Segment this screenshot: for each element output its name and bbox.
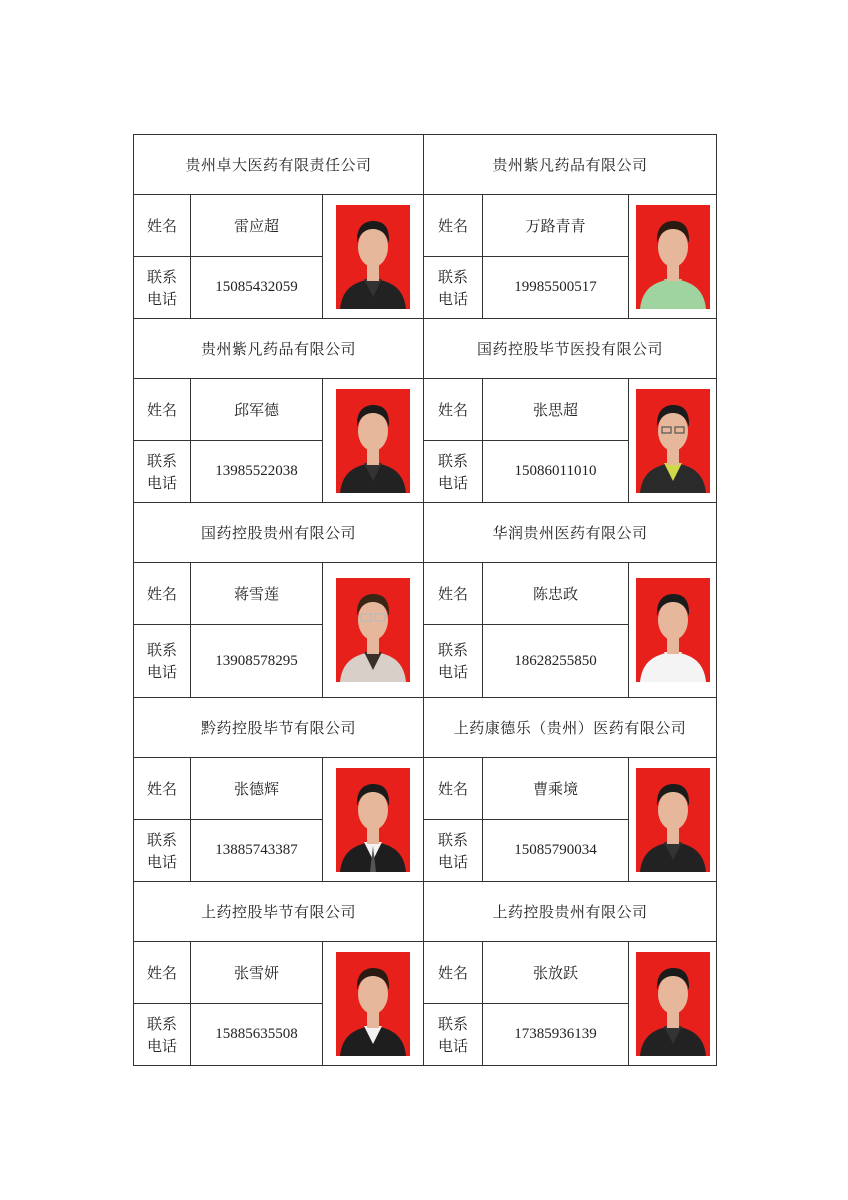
phone-label-line2: 电话 bbox=[146, 289, 177, 308]
photo-cell bbox=[323, 195, 424, 319]
phone-label-line2: 电话 bbox=[438, 852, 469, 871]
name-label: 姓名 bbox=[134, 563, 191, 625]
company-row bbox=[134, 698, 717, 758]
company-row bbox=[134, 882, 717, 942]
phone-label-line1: 联系 bbox=[438, 830, 469, 849]
phone-number: 19985500517 bbox=[483, 257, 629, 319]
person-name: 邱军德 bbox=[191, 379, 323, 441]
name-label: 姓名 bbox=[134, 195, 191, 257]
phone-label bbox=[134, 1004, 191, 1066]
phone-label-line1: 联系 bbox=[438, 451, 469, 470]
phone-label-line1: 联系 bbox=[146, 1014, 177, 1033]
portrait-photo bbox=[636, 952, 710, 1056]
company-name: 华润贵州医药有限公司 bbox=[424, 503, 717, 563]
portrait-photo bbox=[336, 952, 410, 1056]
person-name: 张德辉 bbox=[191, 758, 323, 820]
phone-label-line1: 联系 bbox=[146, 267, 177, 286]
name-row bbox=[134, 563, 717, 625]
company-name: 黔药控股毕节有限公司 bbox=[134, 698, 424, 758]
portrait-photo bbox=[336, 389, 410, 493]
phone-label bbox=[424, 257, 483, 319]
person-name: 张思超 bbox=[483, 379, 629, 441]
name-label: 姓名 bbox=[424, 195, 483, 257]
photo-cell bbox=[323, 942, 424, 1066]
person-name: 蒋雪莲 bbox=[191, 563, 323, 625]
photo-cell bbox=[323, 379, 424, 503]
photo-cell bbox=[629, 758, 717, 882]
phone-label bbox=[424, 625, 483, 698]
portrait-photo bbox=[336, 205, 410, 309]
company-name: 上药康德乐（贵州）医药有限公司 bbox=[424, 698, 717, 758]
phone-number: 18628255850 bbox=[483, 625, 629, 698]
phone-number: 15086011010 bbox=[483, 441, 629, 503]
phone-number: 15085432059 bbox=[191, 257, 323, 319]
phone-label-line1: 联系 bbox=[146, 641, 177, 659]
phone-label bbox=[424, 820, 483, 882]
phone-number: 13885743387 bbox=[191, 820, 323, 882]
portrait-photo bbox=[636, 768, 710, 872]
phone-label-line2: 电话 bbox=[438, 473, 469, 492]
phone-number: 17385936139 bbox=[483, 1004, 629, 1066]
phone-label-line2: 电话 bbox=[438, 663, 469, 681]
phone-label bbox=[134, 820, 191, 882]
name-row bbox=[134, 758, 717, 820]
company-name: 上药控股毕节有限公司 bbox=[134, 882, 424, 942]
name-label: 姓名 bbox=[134, 942, 191, 1004]
phone-label-line2: 电话 bbox=[146, 473, 177, 492]
name-label: 姓名 bbox=[424, 758, 483, 820]
person-name: 陈忠政 bbox=[483, 563, 629, 625]
name-label: 姓名 bbox=[424, 563, 483, 625]
phone-label-line2: 电话 bbox=[146, 663, 177, 681]
phone-label bbox=[134, 257, 191, 319]
person-name: 雷应超 bbox=[191, 195, 323, 257]
company-name: 国药控股贵州有限公司 bbox=[134, 503, 424, 563]
photo-cell bbox=[629, 942, 717, 1066]
photo-cell bbox=[629, 563, 717, 698]
name-label: 姓名 bbox=[424, 942, 483, 1004]
person-name: 曹乘境 bbox=[483, 758, 629, 820]
company-row bbox=[134, 503, 717, 563]
portrait-photo bbox=[636, 578, 710, 682]
phone-label-line2: 电话 bbox=[146, 1036, 177, 1055]
name-row bbox=[134, 379, 717, 441]
company-name: 国药控股毕节医投有限公司 bbox=[424, 319, 717, 379]
phone-label-line1: 联系 bbox=[146, 830, 177, 849]
phone-label-line1: 联系 bbox=[438, 267, 469, 286]
phone-label-line1: 联系 bbox=[146, 451, 177, 470]
name-label: 姓名 bbox=[424, 379, 483, 441]
phone-label bbox=[424, 441, 483, 503]
name-label: 姓名 bbox=[134, 758, 191, 820]
name-label: 姓名 bbox=[134, 379, 191, 441]
phone-label bbox=[134, 625, 191, 698]
portrait-photo bbox=[336, 578, 410, 682]
name-row bbox=[134, 942, 717, 1004]
portrait-photo bbox=[336, 768, 410, 872]
company-name: 上药控股贵州有限公司 bbox=[424, 882, 717, 942]
person-name: 张放跃 bbox=[483, 942, 629, 1004]
person-name: 万路青青 bbox=[483, 195, 629, 257]
phone-number: 13908578295 bbox=[191, 625, 323, 698]
photo-cell bbox=[629, 195, 717, 319]
phone-label-line1: 联系 bbox=[438, 641, 469, 659]
company-name: 贵州紫凡药品有限公司 bbox=[424, 135, 717, 195]
phone-label-line2: 电话 bbox=[438, 1036, 469, 1055]
portrait-photo bbox=[636, 389, 710, 493]
photo-cell bbox=[323, 758, 424, 882]
contact-table bbox=[133, 134, 717, 1066]
company-name: 贵州卓大医药有限责任公司 bbox=[134, 135, 424, 195]
phone-label-line1: 联系 bbox=[438, 1014, 469, 1033]
company-row bbox=[134, 319, 717, 379]
person-name: 张雪妍 bbox=[191, 942, 323, 1004]
company-name: 贵州紫凡药品有限公司 bbox=[134, 319, 424, 379]
phone-label-line2: 电话 bbox=[438, 289, 469, 308]
phone-number: 15885635508 bbox=[191, 1004, 323, 1066]
company-row bbox=[134, 135, 717, 195]
phone-label bbox=[134, 441, 191, 503]
name-row bbox=[134, 195, 717, 257]
contact-sheet bbox=[133, 134, 716, 1066]
photo-cell bbox=[323, 563, 424, 698]
phone-number: 15085790034 bbox=[483, 820, 629, 882]
phone-number: 13985522038 bbox=[191, 441, 323, 503]
phone-label bbox=[424, 1004, 483, 1066]
photo-cell bbox=[629, 379, 717, 503]
phone-label-line2: 电话 bbox=[146, 852, 177, 871]
portrait-photo bbox=[636, 205, 710, 309]
